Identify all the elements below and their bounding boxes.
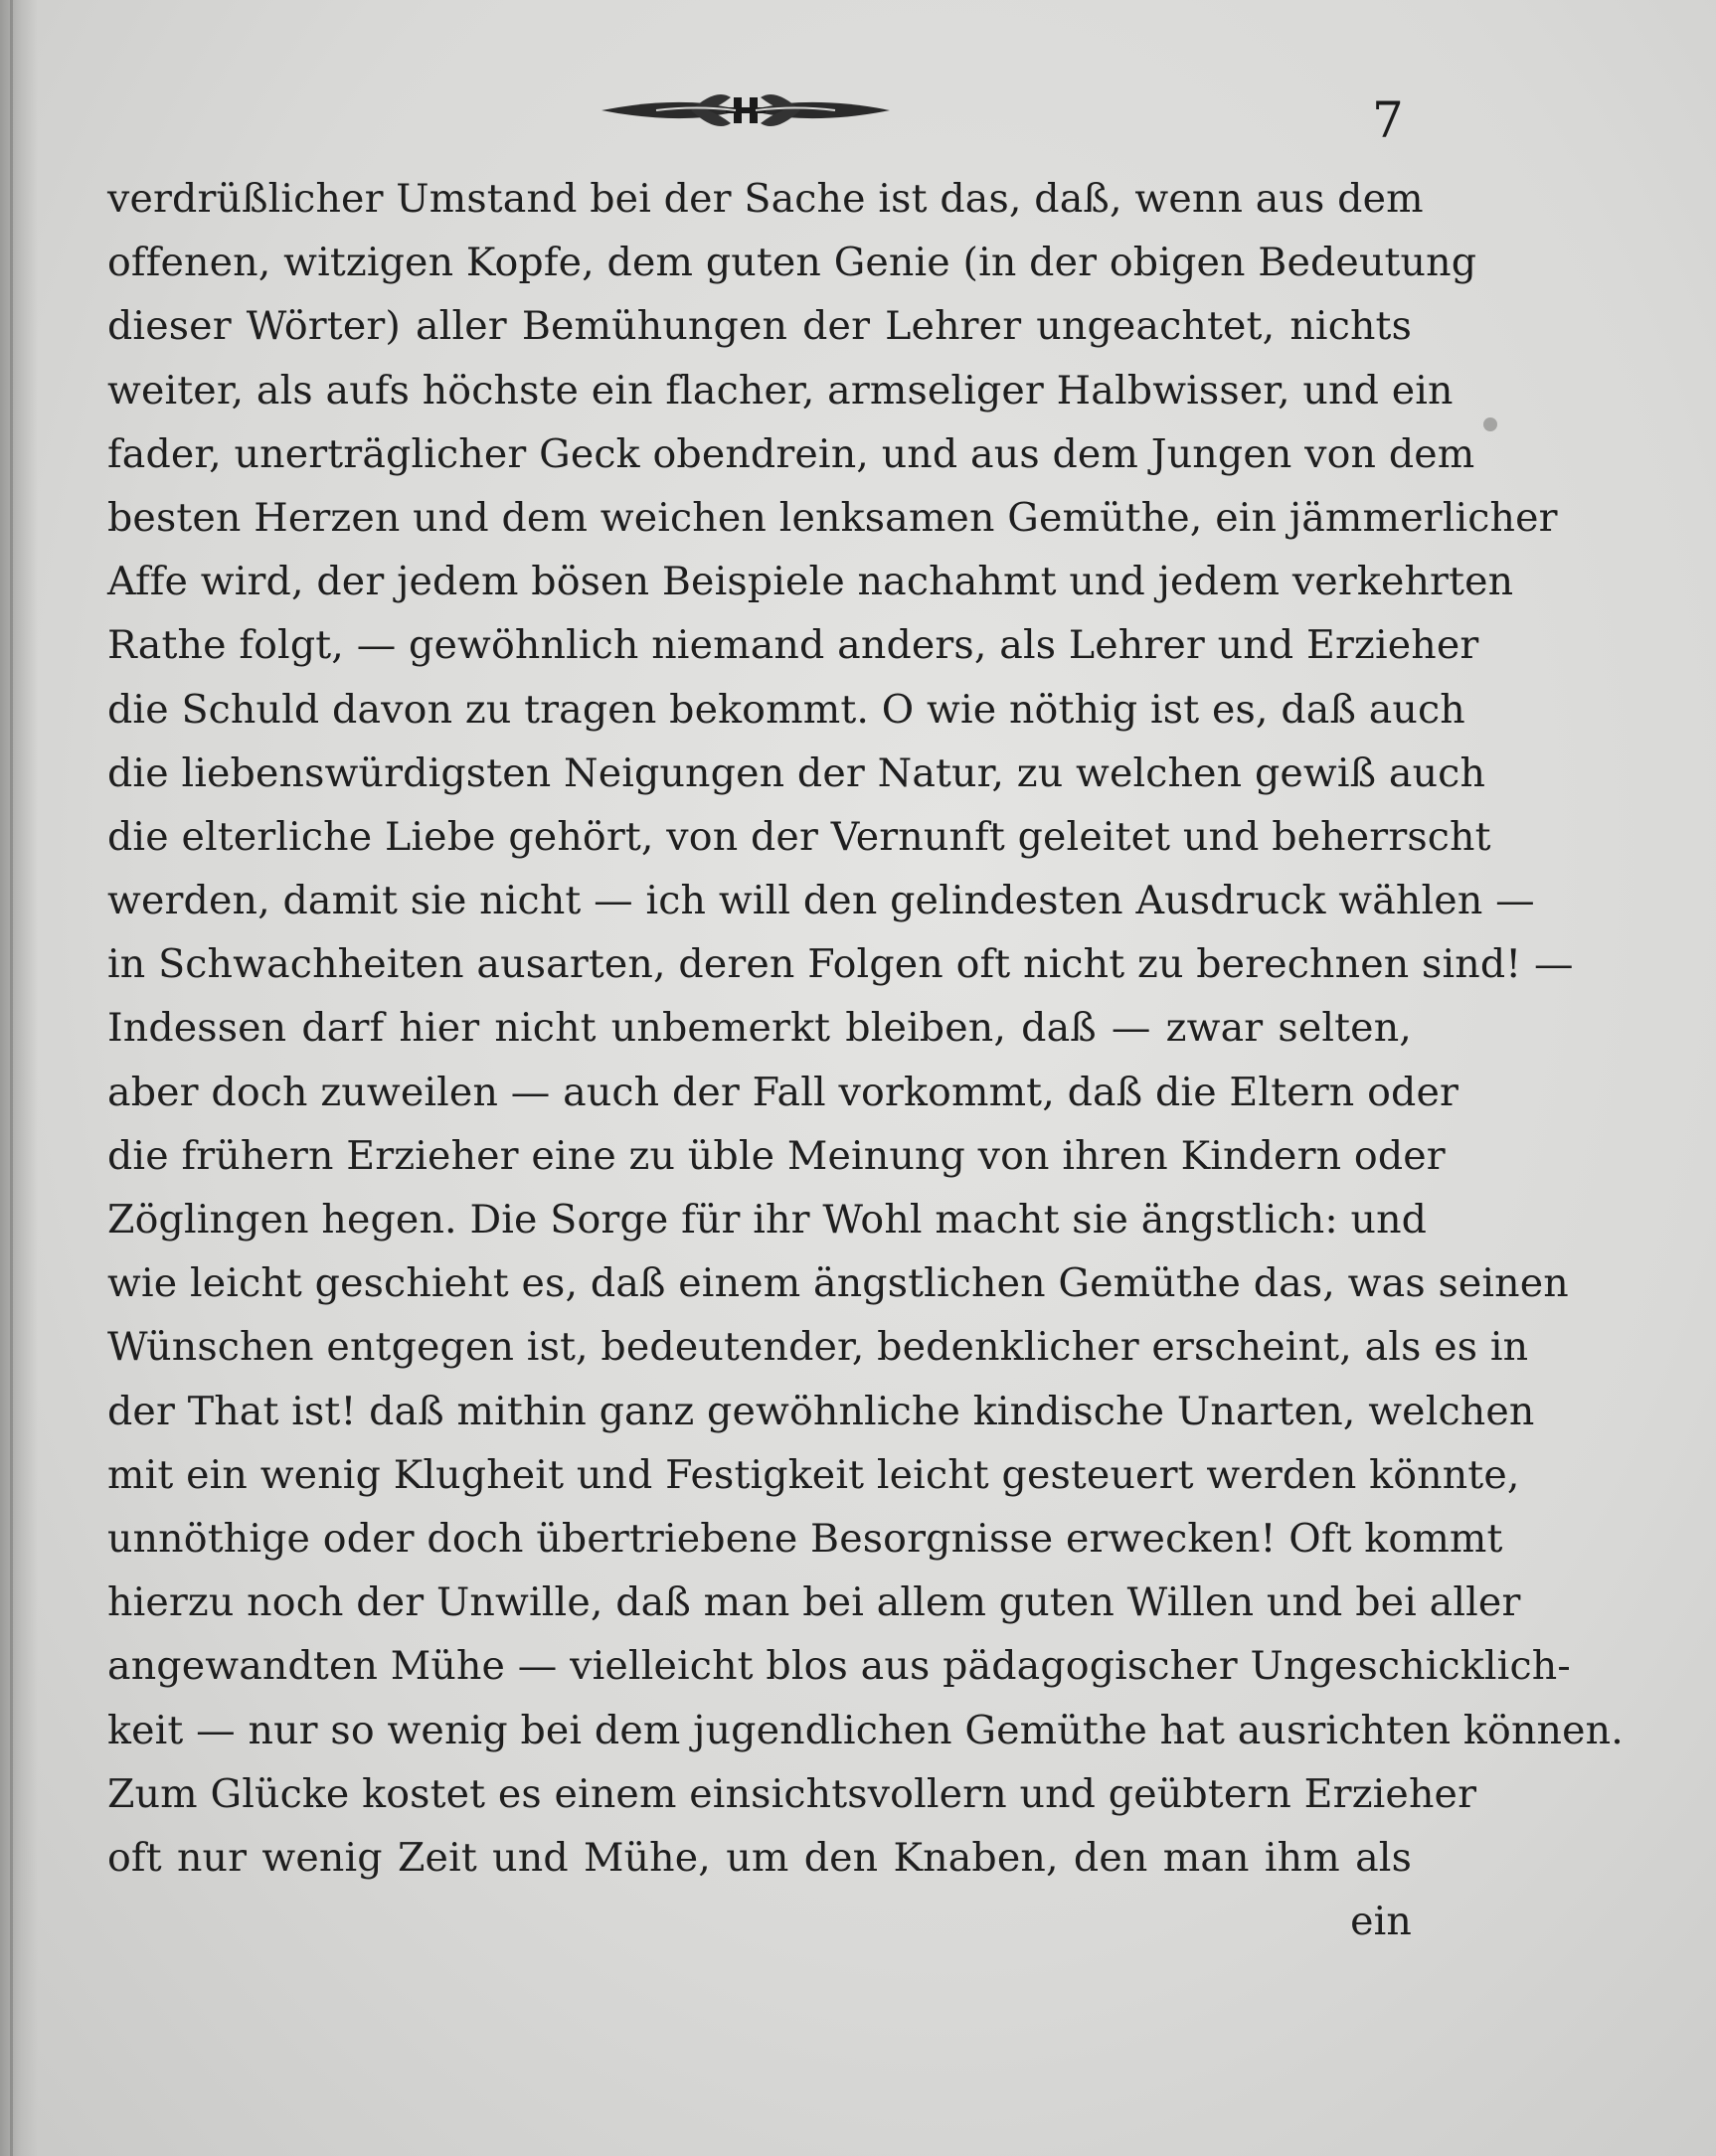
text-line: in Schwachheiten ausarten, deren Folgen oft nicht zu berechnen sind! — xyxy=(107,941,1574,988)
text-line: Indessen darf hier nicht unbemerkt bleiben, daß — zwar selten, xyxy=(107,1005,1412,1052)
text-line: oft nur wenig Zeit und Mühe, um den Knaben, den man ihm als xyxy=(107,1834,1412,1881)
text-line: besten Herzen und dem weichen lenksamen Gemüthe, ein jämmerlicher xyxy=(107,494,1558,541)
text-line: die elterliche Liebe gehört, von der Vernunft geleitet und beherrscht xyxy=(107,813,1491,860)
catchword: ein xyxy=(1350,1899,1412,1945)
text-line: aber doch zuweilen — auch der Fall vorkommt, daß die Eltern oder xyxy=(107,1069,1459,1115)
text-line: angewandten Mühe — vielleicht blos aus pädagogischer Ungeschicklich- xyxy=(107,1643,1571,1690)
text-line: wie leicht geschieht es, daß einem ängstlichen Gemüthe das, was seinen xyxy=(107,1260,1569,1307)
text-line: Affe wird, der jedem bösen Beispiele nachahmt und jedem verkehrten xyxy=(107,559,1514,605)
ink-spot xyxy=(1173,1730,1178,1735)
text-line: offenen, witzigen Kopfe, dem guten Genie (in der obigen Bedeutung xyxy=(107,240,1477,286)
text-line: die liebenswürdigsten Neigungen der Natur, zu welchen gewiß auch xyxy=(107,749,1486,796)
binding-shadow-line xyxy=(10,0,13,2156)
text-line: die Schuld davon zu tragen bekommt. O wie nöthig ist es, daß auch xyxy=(107,686,1465,733)
body-text xyxy=(107,167,1624,1953)
text-line: keit — nur so wenig bei dem jugendlichen Gemüthe hat ausrichten können. xyxy=(107,1707,1624,1753)
text-line: Zöglingen hegen. Die Sorge für ihr Wohl macht sie ängstlich: und xyxy=(107,1197,1428,1243)
text-line: werden, damit sie nicht — ich will den gelindesten Ausdruck wählen — xyxy=(107,878,1535,924)
text-line: fader, unerträglicher Geck obendrein, und aus dem Jungen von dem xyxy=(107,430,1475,477)
text-line: hierzu noch der Unwille, daß man bei allem guten Willen und bei aller xyxy=(107,1579,1521,1626)
text-line: der That ist! daß mithin ganz gewöhnliche kindische Unarten, welchen xyxy=(107,1388,1535,1434)
text-line: weiter, als aufs höchste ein flacher, armseliger Halbwisser, und ein xyxy=(107,367,1454,414)
page-binding-edge xyxy=(0,0,38,2156)
header-ornament-icon xyxy=(597,85,895,135)
text-line: mit ein wenig Klugheit und Festigkeit leicht gesteuert werden könnte, xyxy=(107,1451,1520,1498)
text-line: Rathe folgt, — gewöhnlich niemand anders, als Lehrer und Erzieher xyxy=(107,622,1479,669)
text-line: unnöthige oder doch übertriebene Besorgnisse erwecken! Oft kommt xyxy=(107,1515,1503,1562)
text-line: verdrüßlicher Umstand bei der Sache ist das, daß, wenn aus dem xyxy=(107,176,1424,222)
text-line: die frühern Erzieher eine zu üble Meinung von ihren Kindern oder xyxy=(107,1132,1446,1179)
page-number: 7 xyxy=(1372,91,1404,149)
text-line: Zum Glücke kostet es einem einsichtsvollern und geübtern Erzieher xyxy=(107,1770,1477,1817)
ink-spot xyxy=(1483,417,1497,431)
text-line: Wünschen entgegen ist, bedeutender, bedenklicher erscheint, als es in xyxy=(107,1324,1529,1371)
text-line: dieser Wörter) aller Bemühungen der Lehrer ungeachtet, nichts xyxy=(107,303,1412,350)
